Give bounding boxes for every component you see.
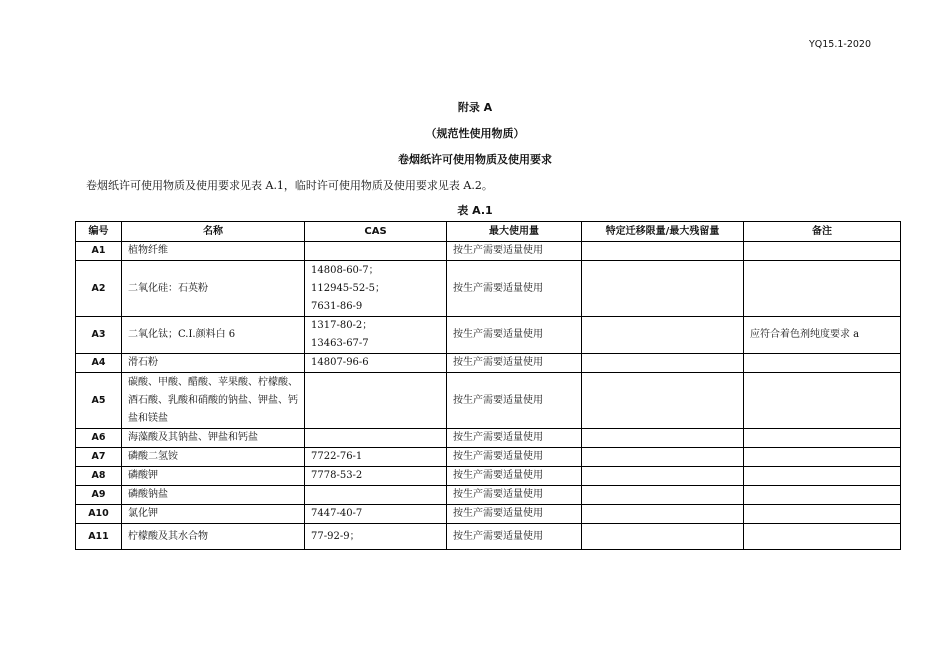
cell-id: A3 xyxy=(76,317,122,354)
cell-migration-limit xyxy=(582,317,744,354)
cell-max-use: 按生产需要适量使用 xyxy=(447,448,582,467)
table-row xyxy=(76,486,901,505)
header-cell-max-use: 最大使用量 xyxy=(447,222,582,242)
cell-name: 海藻酸及其钠盐、钾盐和钙盐 xyxy=(122,429,305,448)
header-cell-migration-limit: 特定迁移限量/最大残留量 xyxy=(582,222,744,242)
cell-remarks xyxy=(744,467,901,486)
table-row xyxy=(76,242,901,261)
cell-remarks xyxy=(744,448,901,467)
cell-max-use: 按生产需要适量使用 xyxy=(447,373,582,429)
appendix-main-title: 卷烟纸许可使用物质及使用要求 xyxy=(398,153,552,166)
table-header-row xyxy=(76,222,901,242)
cell-cas xyxy=(305,486,447,505)
cell-name: 磷酸钠盐 xyxy=(122,486,305,505)
cell-id: A9 xyxy=(76,486,122,505)
cell-migration-limit xyxy=(582,505,744,524)
cas-number: 1317-80-2； xyxy=(311,320,373,331)
cell-cas xyxy=(305,242,447,261)
cell-remarks xyxy=(744,429,901,448)
appendix-nature: （规范性使用物质） xyxy=(425,127,525,140)
cell-remarks xyxy=(744,261,901,317)
cell-remarks xyxy=(744,242,901,261)
cell-max-use: 按生产需要适量使用 xyxy=(447,354,582,373)
cell-cas xyxy=(305,448,447,467)
cell-cas xyxy=(305,467,447,486)
cell-max-use: 按生产需要适量使用 xyxy=(447,429,582,448)
table-row xyxy=(76,505,901,524)
cell-id: A7 xyxy=(76,448,122,467)
header-cell-remarks: 备注 xyxy=(744,222,901,242)
cell-id: A11 xyxy=(76,524,122,550)
cell-max-use: 按生产需要适量使用 xyxy=(447,317,582,354)
table-row xyxy=(76,354,901,373)
table-row xyxy=(76,524,901,550)
cell-cas xyxy=(305,317,447,354)
cas-number: 7631-86-9 xyxy=(311,300,363,312)
cell-id: A1 xyxy=(76,242,122,261)
cell-name: 磷酸钾 xyxy=(122,467,305,486)
cell-id: A4 xyxy=(76,354,122,373)
table-caption: 表 A.1 xyxy=(457,204,493,217)
appendix-title: 附录 A xyxy=(457,101,493,114)
cell-cas xyxy=(305,505,447,524)
header-cell-name: 名称 xyxy=(122,222,305,242)
cas-number: 7722-76-1 xyxy=(311,451,363,462)
table-row xyxy=(76,261,901,317)
cell-max-use: 按生产需要适量使用 xyxy=(447,467,582,486)
standard-code: YQ15.1-2020 xyxy=(808,39,871,50)
cell-migration-limit xyxy=(582,373,744,429)
header-cell-id: 编号 xyxy=(76,222,122,242)
cell-migration-limit xyxy=(582,524,744,550)
cas-number: 7778-53-2 xyxy=(311,470,363,481)
table-row xyxy=(76,467,901,486)
cell-max-use: 按生产需要适量使用 xyxy=(447,486,582,505)
cell-max-use: 按生产需要适量使用 xyxy=(447,524,582,550)
intro-paragraph: 卷烟纸许可使用物质及使用要求见表 A.1，临时许可使用物质及使用要求见表 A.2。 xyxy=(86,179,493,192)
cell-remarks xyxy=(744,524,901,550)
cas-number: 14808-60-7； xyxy=(311,264,379,276)
cell-name: 滑石粉 xyxy=(122,354,305,373)
table-row xyxy=(76,448,901,467)
table-row xyxy=(76,429,901,448)
cell-remarks xyxy=(744,354,901,373)
cell-cas xyxy=(305,373,447,429)
header-cell-cas: CAS xyxy=(305,222,447,242)
cell-remarks xyxy=(744,505,901,524)
cell-remarks xyxy=(744,373,901,429)
cell-name: 碳酸、甲酸、醋酸、苹果酸、柠檬酸、酒石酸、乳酸和硝酸的钠盐、钾盐、钙盐和镁盐 xyxy=(122,373,305,429)
cell-max-use: 按生产需要适量使用 xyxy=(447,505,582,524)
cell-id: A2 xyxy=(76,261,122,317)
table-row xyxy=(76,373,901,429)
table-row xyxy=(76,317,901,354)
cell-name: 二氧化钛；C.I.颜料白 6 xyxy=(122,317,305,354)
cas-number: 14807-96-6 xyxy=(311,357,369,368)
cell-cas xyxy=(305,429,447,448)
cell-max-use: 按生产需要适量使用 xyxy=(447,261,582,317)
cas-number: 77-92-9； xyxy=(311,530,360,542)
cell-migration-limit xyxy=(582,261,744,317)
cas-number: 7447-40-7 xyxy=(311,508,363,519)
cell-cas xyxy=(305,261,447,317)
cell-id: A5 xyxy=(76,373,122,429)
substance-table xyxy=(75,221,901,550)
cell-migration-limit xyxy=(582,448,744,467)
cell-name: 氯化钾 xyxy=(122,505,305,524)
cell-migration-limit xyxy=(582,354,744,373)
cell-name: 柠檬酸及其水合物 xyxy=(122,524,305,550)
cell-remarks: 应符合着色剂纯度要求 a xyxy=(744,317,901,354)
cell-max-use: 按生产需要适量使用 xyxy=(447,242,582,261)
cell-migration-limit xyxy=(582,467,744,486)
cell-id: A10 xyxy=(76,505,122,524)
cell-name: 二氧化硅：石英粉 xyxy=(122,261,305,317)
cell-cas xyxy=(305,354,447,373)
cell-migration-limit xyxy=(582,429,744,448)
cell-migration-limit xyxy=(582,486,744,505)
cell-migration-limit xyxy=(582,242,744,261)
cell-remarks xyxy=(744,486,901,505)
cell-cas xyxy=(305,524,447,550)
cell-name: 植物纤维 xyxy=(122,242,305,261)
cas-number: 13463-67-7 xyxy=(311,338,369,349)
cas-number: 112945-52-5； xyxy=(311,282,386,294)
cell-id: A8 xyxy=(76,467,122,486)
cell-name: 磷酸二氢铵 xyxy=(122,448,305,467)
cell-id: A6 xyxy=(76,429,122,448)
